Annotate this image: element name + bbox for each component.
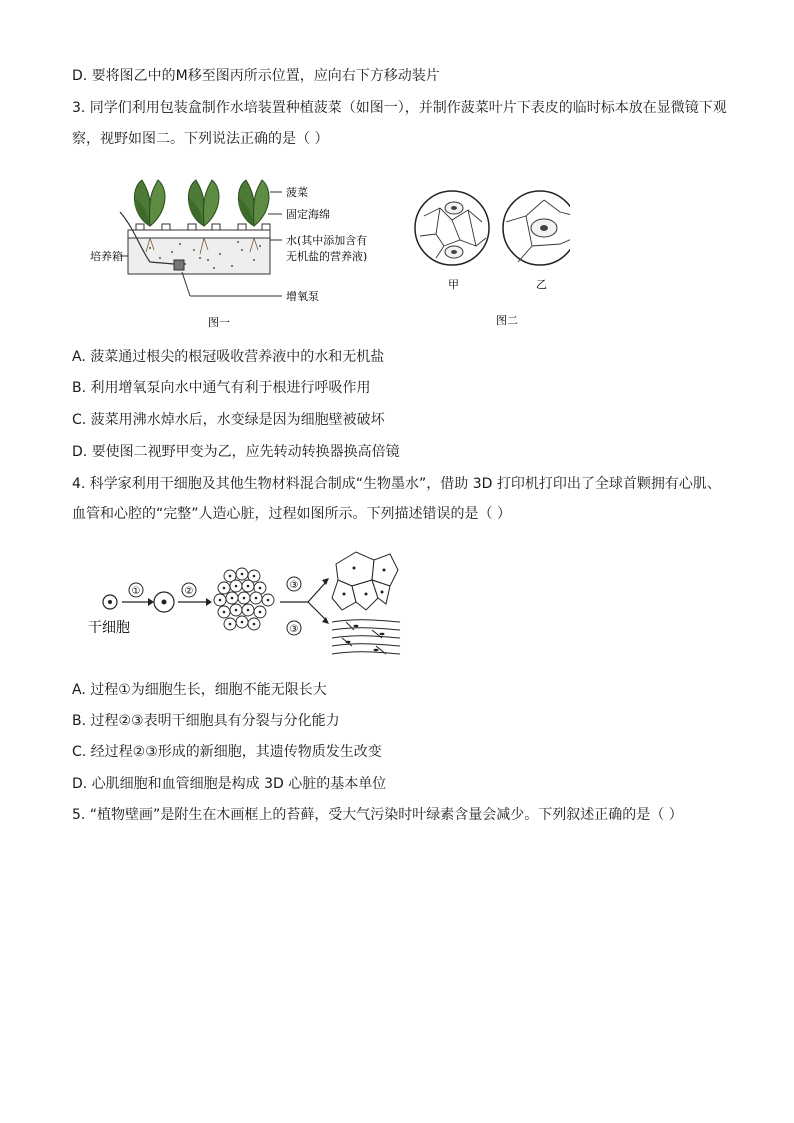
label-stem-cell: 干细胞 <box>88 620 130 636</box>
q3-option-c: C. 菠菜用沸水焯水后，水变绿是因为细胞壁被破坏 <box>72 412 385 428</box>
q5-stem-line1: 5. “植物壁画”是附生在木画框上的苔藓，受大气污染时叶绿素含量会减少。下列叙述正确的是（ ） <box>72 807 683 823</box>
spinach-plant-3 <box>238 180 269 226</box>
label-water-2: 无机盐的营养液) <box>286 250 368 263</box>
figure1-caption: 图一 <box>208 316 230 329</box>
q3-option-d: D. 要使图二视野甲变为乙，应先转动转换器换高倍镜 <box>72 444 400 460</box>
q4-option-c: C. 经过程②③形成的新细胞，其遗传物质发生改变 <box>72 744 382 760</box>
q4-stem-line1: 4. 科学家利用干细胞及其他生物材料混合制成“生物墨水”，借助 3D 打印机打印出了全球首颗拥有心肌、 <box>72 476 721 492</box>
spinach-plant-2 <box>188 180 219 226</box>
label-culture-box: 培养箱 <box>90 250 123 263</box>
step-3b-label: ③ <box>289 624 299 635</box>
q3-stem-line2: 察，视野如图二。下列说法正确的是（ ） <box>72 131 329 147</box>
q4-option-b: B. 过程②③表明干细胞具有分裂与分化能力 <box>72 713 340 729</box>
step-1-label: ① <box>131 586 141 597</box>
step-3a-label: ③ <box>289 580 299 591</box>
q2-option-d: D. 要将图乙中的M移至图丙所示位置，应向右下方移动装片 <box>72 68 440 84</box>
culture-box <box>128 238 270 274</box>
label-sponge: 固定海绵 <box>286 208 330 221</box>
label-air-pump: 增氧泵 <box>286 290 319 303</box>
air-pump <box>174 260 184 270</box>
figure2-caption: 图二 <box>496 314 518 326</box>
q4-option-d: D. 心肌细胞和血管细胞是构成 3D 心脏的基本单位 <box>72 776 387 792</box>
label-spinach: 菠菜 <box>286 186 308 199</box>
q3-option-b: B. 利用增氧泵向水中通气有利于根进行呼吸作用 <box>72 380 371 396</box>
label-yi: 乙 <box>536 278 547 291</box>
container-lid <box>128 230 270 238</box>
blood-vessel-cells <box>332 620 400 654</box>
label-jia: 甲 <box>448 278 459 291</box>
view-jia <box>415 191 489 265</box>
step-2-label: ② <box>184 586 194 597</box>
stem-cell-process-figure <box>86 550 406 665</box>
label-water-1: 水(其中添加含有 <box>286 234 368 247</box>
q4-option-a: A. 过程①为细胞生长，细胞不能无限长大 <box>72 682 327 698</box>
spinach-plant-1 <box>134 180 165 226</box>
hydroponic-figure <box>90 168 400 333</box>
q3-option-a: A. 菠菜通过根尖的根冠吸收营养液中的水和无机盐 <box>72 349 385 365</box>
cardiac-muscle-cells <box>332 552 398 610</box>
view-yi <box>503 191 570 265</box>
q3-stem-line1: 3. 同学们利用包装盒制作水培装置种植菠菜（如图一），并制作菠菜叶片下表皮的临时标本放在显微镜下观 <box>72 100 727 116</box>
microscope-views-figure <box>410 186 570 326</box>
q4-stem-line2: 血管和心腔的“完整”人造心脏，过程如图所示。下列描述错误的是（ ） <box>72 506 511 522</box>
